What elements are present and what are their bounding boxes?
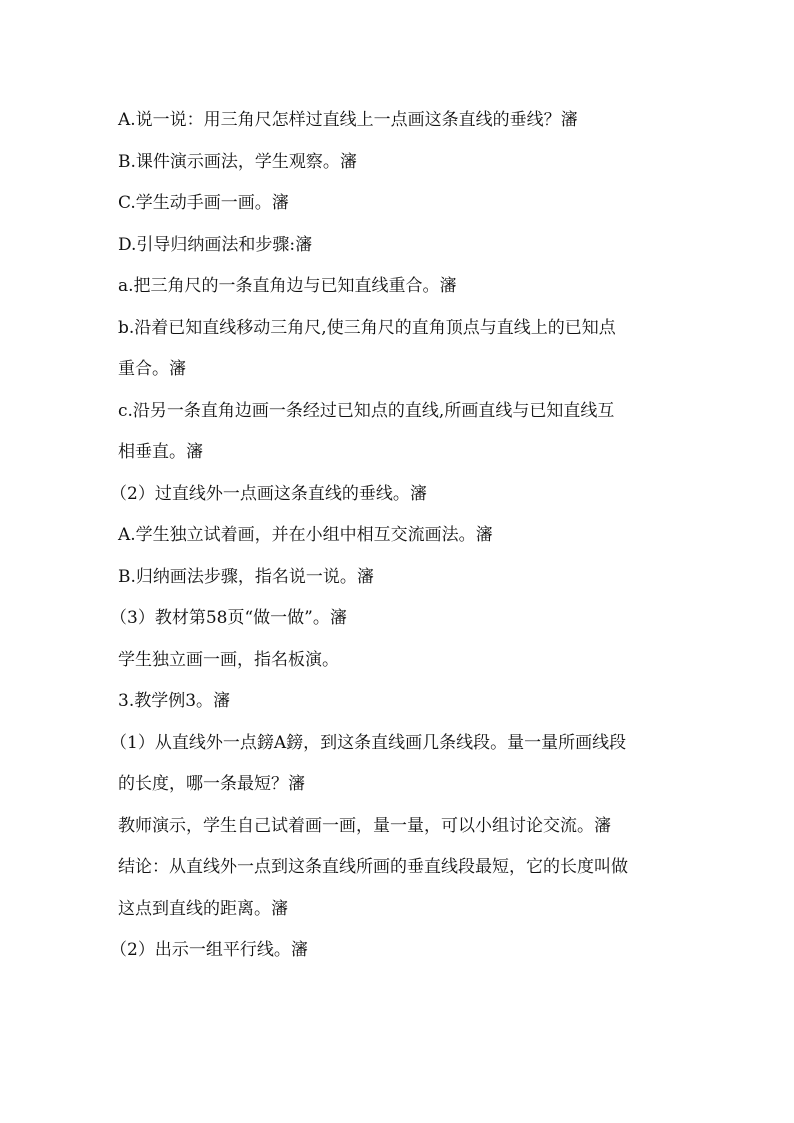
text-line-7: 重合。瀋 (118, 359, 186, 379)
text-line-2: B.课件演示画法，学生观察。瀋 (118, 151, 357, 172)
text-line-10: （2）过直线外一点画这条直线的垂线。瀋 (110, 483, 427, 504)
text-line-18: 教师演示，学生自己试着画一画，量一量，可以小组讨论交流。瀋 (118, 815, 611, 836)
text-line-16: （1）从直线外一点鎊A鎊，到这条直线画几条线段。量一量所画线段 (110, 732, 627, 753)
text-line-20: 这点到直线的距离。瀋 (118, 898, 288, 919)
document-body (110, 100, 698, 972)
text-line-21: （2）出示一组平行线。瀋 (110, 940, 308, 960)
text-line-12: B.归纳画法步骤，指名说一说。瀋 (118, 566, 374, 587)
text-line-3: C.学生动手画一画。瀋 (118, 193, 289, 213)
text-line-8: c.沿另一条直角边画一条经过已知点的直线,所画直线与已知直线互 (118, 400, 615, 421)
text-line-19: 结论：从直线外一点到这条直线所画的垂直线段最短，它的长度叫做 (118, 857, 628, 877)
text-line-5: a.把三角尺的一条直角边与已知直线重合。瀋 (118, 276, 457, 296)
text-line-1: A.说一说：用三角尺怎样过直线上一点画这条直线的垂线？瀋 (118, 110, 578, 130)
text-line-15: 3.教学例3。瀋 (118, 691, 231, 711)
text-line-11: A.学生独立试着画，并在小组中相互交流画法。瀋 (118, 525, 493, 545)
text-line-17: 的长度，哪一条最短？瀋 (118, 774, 305, 794)
text-line-6: b.沿着已知直线移动三角尺,使三角尺的直角顶点与直线上的已知点 (118, 317, 616, 338)
text-line-4: D.引导归纳画法和步骤:瀋 (118, 234, 313, 255)
text-line-14: 学生独立画一画，指名板演。 (118, 649, 339, 670)
text-line-13: （3）教材第58页“做一做”。瀋 (110, 608, 347, 628)
text-line-9: 相垂直。瀋 (118, 442, 203, 462)
